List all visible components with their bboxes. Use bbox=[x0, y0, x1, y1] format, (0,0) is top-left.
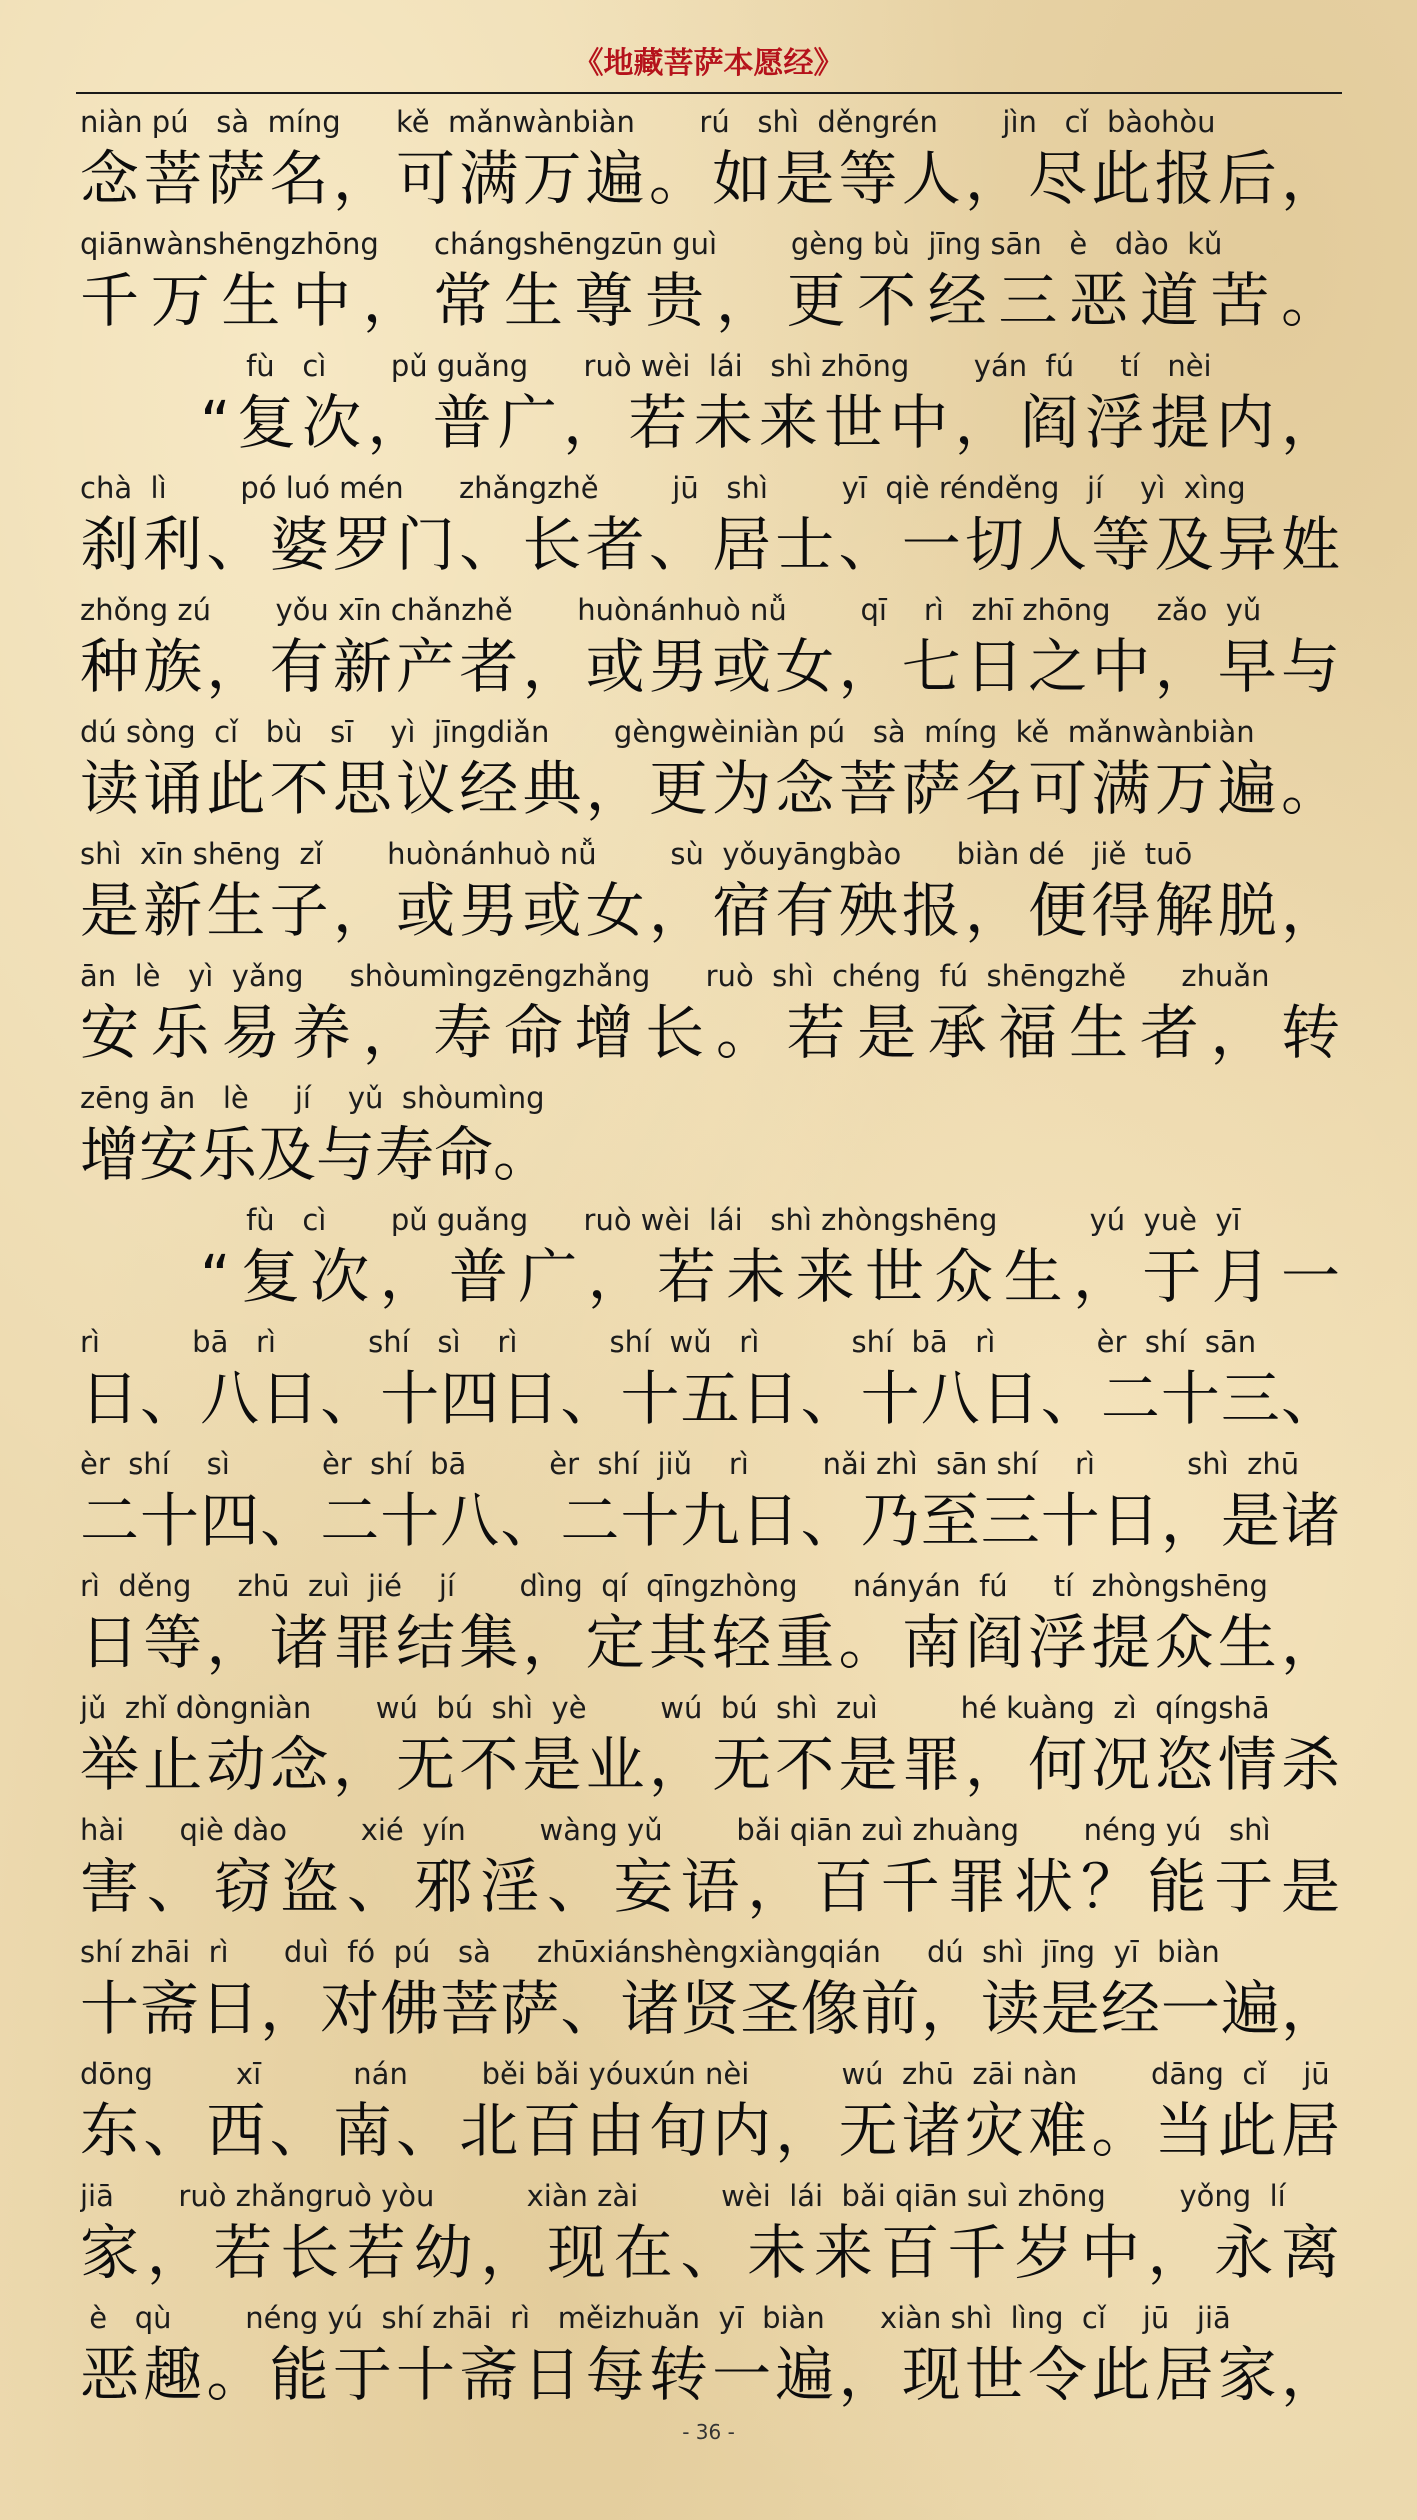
pinyin-row: niàn pú sà míng kě mǎnwànbiàn rú shì děngrén jìn cǐ bàohòu bbox=[80, 105, 1216, 139]
text-line bbox=[80, 2296, 1340, 2416]
text-line bbox=[80, 1686, 1340, 1806]
pinyin-row: jǔ zhǐ dòngniàn wú bú shì yè wú bú shì zuì hé kuàng zì qíngshā bbox=[80, 1691, 1270, 1725]
text-line bbox=[80, 100, 1340, 220]
pinyin-row: èr shí sì èr shí bā èr shí jiǔ rì nǎi zhì sān shí rì shì zhū bbox=[80, 1447, 1300, 1481]
text-line bbox=[80, 1930, 1340, 2050]
pinyin-row: rì děng zhū zuì jié jí dìng qí qīngzhòng nányán fú tí zhòngshēng bbox=[80, 1569, 1268, 1603]
hanzi-row: 日、八日、十四日、十五日、十八日、二十三、 bbox=[80, 1364, 1340, 1433]
pinyin-row: shí zhāi rì duì fó pú sà zhūxiánshèngxiàngqián dú shì jīng yī biàn bbox=[80, 1935, 1220, 1969]
pinyin-row: shì xīn shēng zǐ huònánhuò nǚ sù yǒuyāngbào biàn dé jiě tuō bbox=[80, 837, 1193, 871]
hanzi-row: 增安乐及与寿命。 bbox=[80, 1120, 553, 1189]
hanzi-row: 是新生子，或男或女，宿有殃报，便得解脱， bbox=[80, 876, 1340, 945]
pinyin-row: chà lì pó luó mén zhǎngzhě jū shì yī qiè rénděng jí yì xìng bbox=[80, 471, 1246, 505]
hanzi-row: 读诵此不思议经典，更为念菩萨名可满万遍。 bbox=[80, 754, 1340, 823]
text-line bbox=[80, 222, 1340, 342]
hanzi-row: “复次，普广，若未来世众生，于月一 bbox=[200, 1242, 1340, 1311]
text-line bbox=[80, 588, 1340, 708]
hanzi-row: 念菩萨名，可满万遍。如是等人，尽此报后， bbox=[80, 144, 1340, 213]
text-line bbox=[80, 2052, 1340, 2172]
hanzi-row: 东、西、南、北百由旬内，无诸灾难。当此居 bbox=[80, 2096, 1340, 2165]
pinyin-row: è qù néng yú shí zhāi rì měizhuǎn yī biàn xiàn shì lìng cǐ jū jiā bbox=[80, 2301, 1231, 2335]
hanzi-row: 家，若长若幼，现在、未来百千岁中，永离 bbox=[80, 2218, 1340, 2287]
pinyin-row: zhǒng zú yǒu xīn chǎnzhě huònánhuò nǚ qī rì zhī zhōng zǎo yǔ bbox=[80, 593, 1262, 627]
pinyin-row: hài qiè dào xié yín wàng yǔ bǎi qiān zuì zhuàng néng yú shì bbox=[80, 1813, 1271, 1847]
pinyin-row: fù cì pǔ guǎng ruò wèi lái shì zhòngshēng yú yuè yī bbox=[200, 1203, 1241, 1237]
pinyin-row: dú sòng cǐ bù sī yì jīngdiǎn gèngwèiniàn pú sà míng kě mǎnwànbiàn bbox=[80, 715, 1255, 749]
text-line-indented bbox=[200, 344, 1340, 464]
pinyin-row: ān lè yì yǎng shòumìngzēngzhǎng ruò shì chéng fú shēngzhě zhuǎn bbox=[80, 959, 1270, 993]
hanzi-row: “复次，普广，若未来世中，阎浮提内， bbox=[200, 388, 1340, 457]
text-line bbox=[80, 1076, 1340, 1196]
hanzi-row: 恶趣。能于十斋日每转一遍，现世令此居家， bbox=[80, 2340, 1340, 2409]
pinyin-row: jiā ruò zhǎngruò yòu xiàn zài wèi lái bǎi qiān suì zhōng yǒng lí bbox=[80, 2179, 1286, 2213]
text-line bbox=[80, 1564, 1340, 1684]
hanzi-row: 千万生中，常生尊贵，更不经三恶道苦。 bbox=[80, 266, 1340, 335]
pinyin-row: qiānwànshēngzhōng chángshēngzūn guì gèng bù jīng sān è dào kǔ bbox=[80, 227, 1223, 261]
text-line bbox=[80, 1442, 1340, 1562]
text-line bbox=[80, 1320, 1340, 1440]
text-line bbox=[80, 832, 1340, 952]
text-line bbox=[80, 954, 1340, 1074]
hanzi-row: 举止动念，无不是业，无不是罪，何况恣情杀 bbox=[80, 1730, 1340, 1799]
text-line bbox=[80, 466, 1340, 586]
pinyin-row: dōng xī nán běi bǎi yóuxún nèi wú zhū zāi nàn dāng cǐ jū bbox=[80, 2057, 1330, 2091]
text-line-indented bbox=[200, 1198, 1340, 1318]
pinyin-row: fù cì pǔ guǎng ruò wèi lái shì zhōng yán fú tí nèi bbox=[200, 349, 1212, 383]
text-line bbox=[80, 710, 1340, 830]
text-line bbox=[80, 1808, 1340, 1928]
text-line bbox=[80, 2174, 1340, 2294]
header-rule bbox=[76, 92, 1342, 94]
book-title: 《地藏菩萨本愿经》 bbox=[573, 46, 844, 81]
hanzi-row: 安乐易养，寿命增长。若是承福生者，转 bbox=[80, 998, 1340, 1067]
hanzi-row: 害、窃盗、邪淫、妄语，百千罪状？能于是 bbox=[80, 1852, 1340, 1921]
hanzi-row: 十斋日，对佛菩萨、诸贤圣像前，读是经一遍， bbox=[80, 1974, 1340, 2043]
hanzi-row: 二十四、二十八、二十九日、乃至三十日，是诸 bbox=[80, 1486, 1340, 1555]
hanzi-row: 日等，诸罪结集，定其轻重。南阎浮提众生， bbox=[80, 1608, 1340, 1677]
hanzi-row: 刹利、婆罗门、长者、居士、一切人等及异姓 bbox=[80, 510, 1340, 579]
page-number: - 36 - bbox=[682, 2420, 735, 2444]
hanzi-row: 种族，有新产者，或男或女，七日之中，早与 bbox=[80, 632, 1340, 701]
pinyin-row: zēng ān lè jí yǔ shòumìng bbox=[80, 1081, 545, 1115]
pinyin-row: rì bā rì shí sì rì shí wǔ rì shí bā rì èr shí sān bbox=[80, 1325, 1257, 1359]
